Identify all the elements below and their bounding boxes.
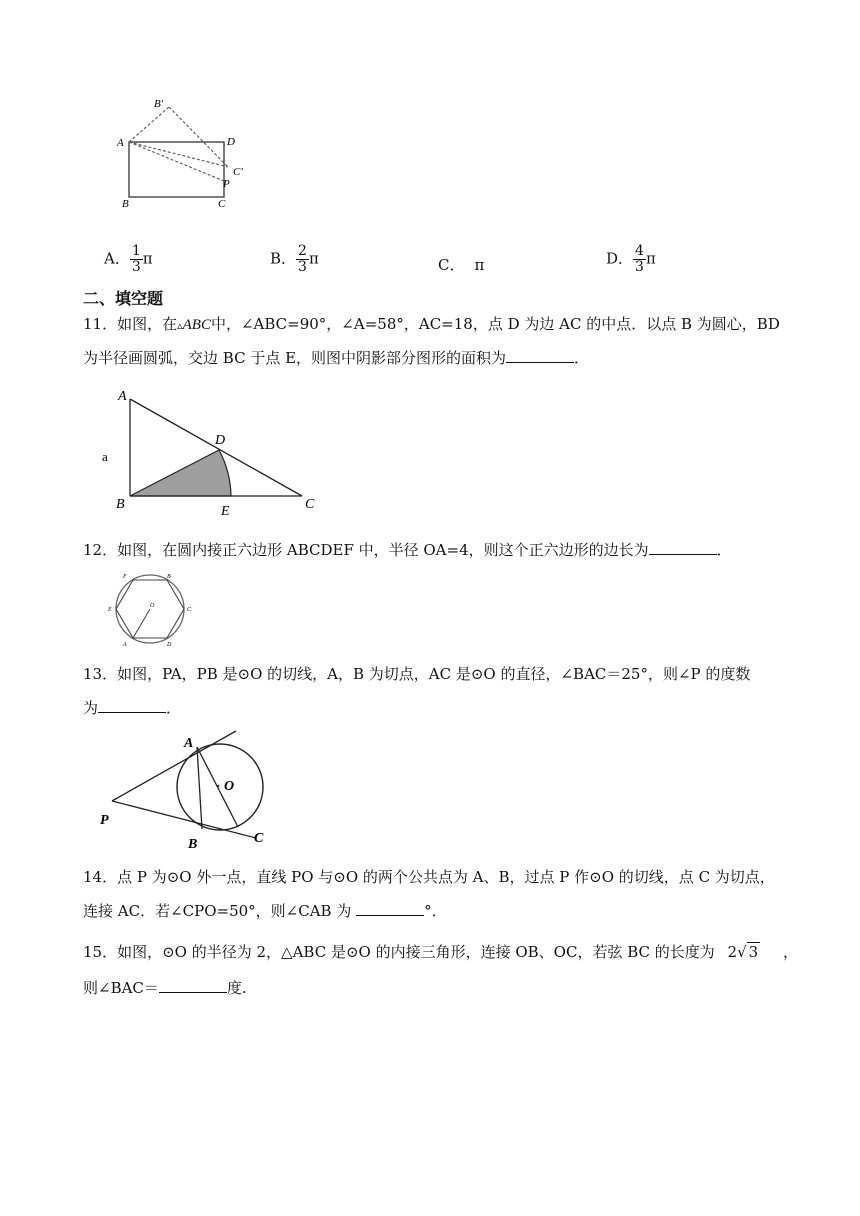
q15-answer-blank[interactable]: [159, 978, 227, 993]
label-a: A: [118, 389, 127, 404]
label-o: O: [150, 603, 155, 609]
label-b: B: [122, 198, 129, 210]
rectangle-abcd: [129, 142, 224, 197]
q11-line2: 为半径画圆弧，交边 BC 于点 E，则图中阴影部分图形的面积为 ．: [83, 349, 590, 367]
q11-line1: 11．如图，在▵ABC中，∠ABC=90°，∠A=58°，AC=18，点 D 为边 AC 的中点．以点 B 为圆心，BD: [83, 315, 780, 333]
label-c: C: [187, 607, 192, 613]
figure-q11-triangle: [96, 385, 326, 520]
label-c: C: [254, 831, 264, 846]
label-c: C: [305, 497, 315, 512]
q15-line2: 则∠BAC＝ 度.: [83, 979, 247, 997]
dashed-ab-prime: [129, 107, 169, 142]
shaded-sector: [130, 450, 231, 496]
q13-line2: 为 ．: [83, 699, 182, 717]
choice-b[interactable]: B． $\frac{2}{3}$ π: [270, 243, 319, 275]
label-side-a: a: [102, 449, 108, 464]
label-p: P: [100, 813, 109, 828]
q14-line2: 连接 AC．若∠CPO=50°，则∠CAB 为 °．: [83, 902, 447, 920]
label-a: A: [123, 642, 127, 648]
tangent-pa: [112, 731, 236, 801]
q11-answer-blank[interactable]: [506, 348, 574, 363]
label-a: A: [184, 736, 194, 751]
dashed-a-cprime: [129, 142, 228, 167]
label-b: B: [116, 497, 125, 512]
q14-answer-blank[interactable]: [356, 901, 424, 916]
label-c-prime: C': [233, 166, 243, 178]
choice-a[interactable]: A． $\frac{1}{3}$ π: [104, 243, 153, 275]
label-p: P: [223, 178, 230, 190]
radius-oa: [133, 609, 150, 638]
sqrt-expression: 2√ 3: [727, 943, 759, 961]
label-e: E: [221, 504, 230, 519]
q13-line1: 13．如图，PA，PB 是⊙O 的切线，A，B 为切点，AC 是⊙O 的直径，∠BAC＝25°，则∠P 的度数: [83, 665, 751, 683]
label-b: B: [188, 837, 198, 852]
label-o: O: [224, 779, 235, 794]
figure-q12-hexagon: [106, 570, 198, 648]
label-e: E: [108, 607, 112, 613]
center-dot: [217, 785, 220, 788]
label-d: D: [167, 642, 172, 648]
label-f: F: [123, 574, 127, 580]
fraction-d: $\frac{4}{3}$: [635, 243, 644, 275]
q14-line1: 14．点 P 为⊙O 外一点，直线 PO 与⊙O 的两个公共点为 A、B，过点 P 作⊙O 的切线，点 C 为切点，: [83, 868, 775, 886]
q12-answer-blank[interactable]: [649, 540, 717, 555]
chord-ab: [197, 747, 202, 829]
label-b-prime: B': [154, 98, 164, 110]
q15-line1: 15．如图，⊙O 的半径为 2，△ABC 是⊙O 的内接三角形，连接 OB、OC，若弦 BC 的长度为 2√ 3 ，: [83, 943, 798, 961]
q13-answer-blank[interactable]: [98, 698, 166, 713]
label-b: B: [167, 574, 171, 580]
choice-d[interactable]: D． $\frac{4}{3}$ π: [606, 243, 656, 275]
label-a: A: [117, 137, 124, 149]
fraction-a: $\frac{1}{3}$: [131, 243, 141, 275]
dashed-bprime-cprime: [169, 107, 228, 167]
choice-c[interactable]: C． π: [438, 256, 485, 274]
fraction-b: $\frac{2}{3}$: [298, 243, 307, 275]
label-c: C: [218, 198, 226, 210]
section-title-fill-blank: 二、填空题: [83, 289, 164, 308]
figure-q13-tangents: [96, 728, 276, 853]
label-d: D: [215, 433, 226, 448]
label-d: D: [227, 136, 235, 148]
q12-line1: 12．如图，在圆内接正六边形 ABCDEF 中，半径 OA=4，则这个正六边形的边长为 ．: [83, 541, 732, 559]
figure-rectangle-fold: [110, 95, 260, 213]
